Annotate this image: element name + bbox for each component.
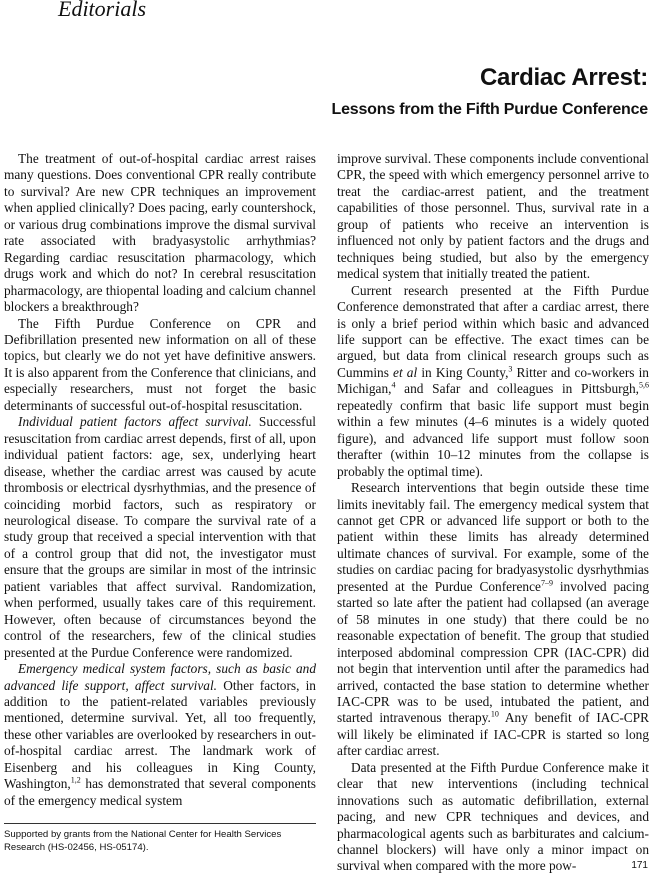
paragraph-ems-factors <box>4 661 316 809</box>
paragraph-intro: The treatment of out-of-hospital cardiac arrest raises many questions. Does conventional CPR really contribute to survival? Are new CPR techniques an improvement when applied clinically? Does pacing, early countershock, or various drug combinations improve the dismal survival rate associated with bradyasystolic arrhythmias? Regarding cardiac resuscitation pharmacology, which drugs work and which do not? In cerebral resuscitation pharmacology, are thiopental loading and calcium channel blockers a breakthrough? <box>4 151 316 315</box>
article-title: Cardiac Arrest: <box>479 64 648 91</box>
patient-factors-body: Successful resuscitation from cardiac arrest depends, first of all, upon individual patient factors: age, sex, underlying heart disease, whether the cardiac arrest was caused by acute thrombosis or electrical dysrhythmias, and the presence of coinciding morbid factors, such as respiratory or neurological disease. To compare the survival rate of a study group that received a special intervention with that of a control group that did not, the investigator must ensure that the groups are similar in most of the intrinsic patient variables that affect survival. Randomization, when performed, usually takes care of this requirement. However, often because of circumstances beyond the control of the researchers, few of the clinical studies presented at the Purdue Conference were randomized. <box>4 414 316 660</box>
reference-superscript: 5,6 <box>639 380 649 390</box>
reference-superscript: 7–9 <box>540 578 553 588</box>
ems-factors-heading: Emergency medical system factors, such as basic and advanced life support, affect survival. <box>4 661 316 693</box>
article-subtitle: Lessons from the Fifth Purdue Conference <box>331 101 648 118</box>
paragraph-patient-factors <box>4 414 316 661</box>
reference-superscript: 3 <box>508 364 513 374</box>
reference-superscript: 1,2 <box>70 775 81 785</box>
reference-superscript: 10 <box>490 709 499 719</box>
current-research-text-a: Current research presented at the Fifth Purdue Conference demonstrated that after a cardiac arrest, there is only a brief period within which basic and advanced life support can be effective. The exact times can be argued, but data from clinical research groups such as Cummins <box>337 282 649 380</box>
paragraph-current-research <box>337 283 649 480</box>
page-number: 171 <box>631 860 648 871</box>
current-research-text-e: repeatedly confirm that basic life support must begin within a few minutes (4–6 minutes is a widely quoted figure), and advanced life support must follow soon therafter (within 10–12 minutes from the collapse is probably the optimal time). <box>337 397 649 479</box>
time-limits-text-c: Any benefit of IAC-CPR will likely be eliminated if IAC-CPR is started so long after cardiac arrest. <box>337 710 649 759</box>
ems-factors-body-b: has demonstrated that several components of the emergency medical system <box>4 776 316 808</box>
right-column <box>337 151 649 875</box>
time-limits-text-a: Research interventions that begin outside these time limits inevitably fail. The emergency medical system that cannot get CPR or advanced life support or both to the patient within these limits has already determined ultimate chances of survival. For example, some of the studies on cardiac pacing for bradyasystolic dysrhythmias presented at the Purdue Conference <box>337 480 649 594</box>
paragraph-continuation: improve survival. These components include conventional CPR, the speed with which emergency personnel arrive to treat the cardiac-arrest patient, and the treatment capabilities of those personnel. Thus, survival rate in a group of patients who receive an intervention is influenced not only by patient factors and the drugs and techniques being studied, but also by the emergency medical system that initially treated the patient. <box>337 151 649 282</box>
current-research-text-d: and Safar and colleagues in Pittsburgh, <box>395 381 639 397</box>
current-research-text-b: in King County, <box>417 364 509 380</box>
paragraph-time-limits <box>337 480 649 760</box>
left-column <box>4 151 316 809</box>
paragraph-conference: The Fifth Purdue Conference on CPR and Defibrillation presented new information on all of these topics, but clearly we do not yet have definitive answers. It is also apparent from the Conference that clinicians, and especially researchers, must not forget the basic determinants of successful out-of-hospital resuscitation. <box>4 315 316 413</box>
time-limits-text-b: involved pacing started so late after the patient had collapsed (an average of 58 minutes in one study) that there could be no reasonable expectation of benefit. The group that studied interposed abdominal compression CPR (IAC-CPR) did not begin that intervention until after the paramedics had arrived, contacted the base station to determine whether IAC-CPR was to be used, intubated the patient, and started intravenous therapy. <box>337 578 650 726</box>
footnote: Supported by grants from the National Center for Health Services Research (HS-02456, HS-05174). <box>4 829 282 853</box>
et-al: et al <box>393 364 418 380</box>
paragraph-new-interventions: Data presented at the Fifth Purdue Conference make it clear that new interventions (including technical innovations such as automatic defibrillation, external pacing, and new CPR techniques and devices, and pharmacological agents such as barbiturates and calcium-channel blockers) will have only a minor impact on survival when compared with the more pow- <box>337 759 649 874</box>
section-label: Editorials <box>58 0 147 21</box>
footnote-divider <box>4 823 316 824</box>
reference-superscript: 4 <box>391 380 396 390</box>
patient-factors-heading: Individual patient factors affect survival. <box>18 414 252 430</box>
ems-factors-body-a: Other factors, in addition to the patient-related variables previously mentioned, determine survival. Yet, all too frequently, these other variables are overlooked by researchers in out-of-hospital cardiac arrest. The landmark work of Eisenberg and his colleagues in King County, Washington, <box>4 677 316 792</box>
current-research-text-c: Ritter and co-workers in Michigan, <box>337 364 649 397</box>
